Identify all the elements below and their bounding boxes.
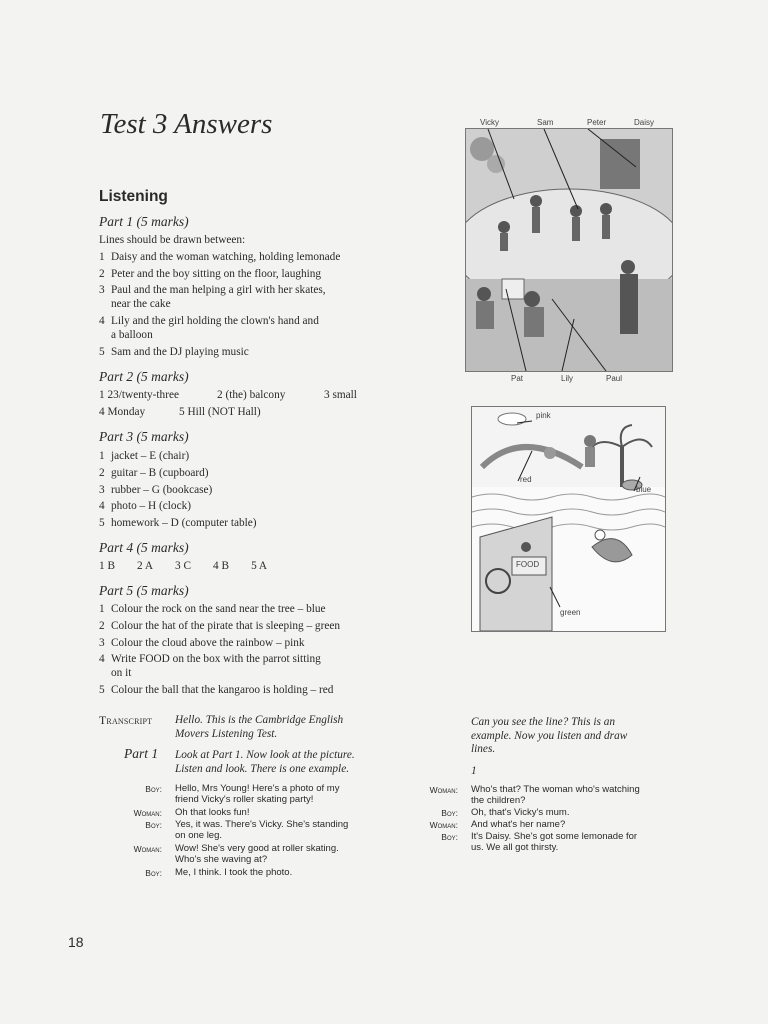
speech-text: Wow! She's very good at roller skating. Who's she waving at? <box>175 843 339 865</box>
speech-text: Oh that looks fun! <box>175 807 250 818</box>
colour-label-blue: blue <box>636 485 652 494</box>
answer-text: rubber – G (bookcase) <box>111 483 213 496</box>
answer-text: 3 C <box>175 560 192 572</box>
item-number: 1 <box>99 250 105 263</box>
answer-text: 3 small <box>324 389 357 401</box>
page-title: Test 3 Answers <box>100 108 273 140</box>
answer-text: 1 B <box>99 560 116 572</box>
picture-label-sam: Sam <box>537 118 554 127</box>
part-1-title: Part 1 (5 marks) <box>99 214 189 229</box>
item-number: 3 <box>99 636 105 649</box>
speaker-label: Boy: <box>441 832 458 842</box>
part-3-list <box>99 449 257 533</box>
item-number: 2 <box>99 466 105 479</box>
colour-label-green: green <box>560 608 581 617</box>
colour-label-red: red <box>520 475 532 484</box>
part-2-title: Part 2 (5 marks) <box>99 369 189 384</box>
speech-text: Who's that? The woman who's watching the children? <box>471 784 640 806</box>
speaker-label: Woman: <box>429 785 458 795</box>
item-number: 2 <box>99 267 105 280</box>
item-number: 5 <box>99 684 105 697</box>
item-number: 5 <box>99 517 105 530</box>
part-5-title: Part 5 (5 marks) <box>99 583 189 598</box>
answer-text: 5 A <box>251 560 268 572</box>
speech-text: Yes, it was. There's Vicky. She's standing on one leg. <box>175 819 349 841</box>
item-number: 2 <box>99 619 105 632</box>
transcript-part-intro: Look at Part 1. Now look at the picture. Listen and look. There is one example. <box>175 749 355 775</box>
item-number: 1 <box>99 450 105 462</box>
picture-label-vicky: Vicky <box>480 118 499 127</box>
item-number: 1 <box>99 603 105 615</box>
item-number: 4 <box>99 653 105 666</box>
item-number: 4 <box>99 315 105 328</box>
item-number: 3 <box>99 284 105 297</box>
speech-text: Hello, Mrs Young! Here's a photo of my friend Vicky's roller skating party! <box>175 783 340 805</box>
colour-label-pink: pink <box>536 411 551 420</box>
answer-text: Lily and the girl holding the clown's hand and a balloon <box>111 315 319 342</box>
item-number: 3 <box>99 483 105 496</box>
transcript-heading: Transcript <box>99 713 153 727</box>
answer-text: 5 Hill (NOT Hall) <box>179 405 261 418</box>
transcript-intro: Hello. This is the Cambridge English Movers Listening Test. <box>175 714 344 740</box>
part-3 <box>99 430 189 451</box>
picture-label-pat: Pat <box>511 374 524 383</box>
picture-label-peter: Peter <box>587 118 607 127</box>
speech-text: It's Daisy. She's got some lemonade for us. We all got thirsty. <box>471 831 638 853</box>
answer-text: Write FOOD on the box with the parrot sitting on it <box>111 653 321 680</box>
party-picture <box>465 128 673 372</box>
speech-text: And what's her name? <box>471 819 566 830</box>
speech-text: Me, I think. I took the photo. <box>175 867 293 878</box>
part-1-intro: Lines should be drawn between: <box>99 234 246 246</box>
party-illustration <box>466 129 672 371</box>
part-4-title: Part 4 (5 marks) <box>99 540 189 555</box>
answer-text: Peter and the boy sitting on the floor, laughing <box>111 267 322 280</box>
beach-illustration <box>472 407 665 631</box>
picture-label-lily: Lily <box>561 374 574 383</box>
speaker-label: Woman: <box>133 808 162 818</box>
answer-text: jacket – E (chair) <box>111 450 190 462</box>
part-2 <box>99 370 357 422</box>
speaker-label: Boy: <box>441 808 458 818</box>
answer-text: Paul and the man helping a girl with her skates, near the cake <box>111 284 326 311</box>
picture-label-paul: Paul <box>606 374 623 383</box>
answer-text: Colour the hat of the pirate that is sleeping – green <box>111 619 341 632</box>
transcript-question-number: 1 <box>471 765 477 777</box>
speaker-label: Boy: <box>145 820 162 830</box>
answer-text: Colour the rock on the sand near the tree – blue <box>111 603 326 615</box>
item-number: 4 <box>99 500 105 513</box>
picture-label-daisy: Daisy <box>634 118 655 127</box>
answer-text: 2 (the) balcony <box>217 389 286 401</box>
answer-text: 4 B <box>213 560 230 572</box>
part-5 <box>99 584 340 700</box>
box-label-food: FOOD <box>516 560 540 569</box>
speaker-label: Boy: <box>145 868 162 878</box>
beach-picture <box>471 406 666 632</box>
answer-text: Sam and the DJ playing music <box>111 345 249 358</box>
speaker-label: Woman: <box>133 844 162 854</box>
answer-text: Daisy and the woman watching, holding lemonade <box>111 250 341 263</box>
answer-text: 4 Monday <box>99 405 146 418</box>
answer-text: photo – H (clock) <box>111 500 191 513</box>
answer-text: Colour the cloud above the rainbow – pink <box>111 636 305 649</box>
part-3-title: Part 3 (5 marks) <box>99 429 189 444</box>
answer-text: guitar – B (cupboard) <box>111 466 209 479</box>
speaker-label: Boy: <box>145 784 162 794</box>
transcript-right-intro: Can you see the line? This is an example. Now you listen and draw lines. <box>471 716 628 755</box>
speaker-label: Woman: <box>429 820 458 830</box>
answer-text: 2 A <box>137 560 154 572</box>
transcript-part-label: Part 1 <box>124 746 159 761</box>
speech-text: Oh, that's Vicky's mum. <box>471 807 570 818</box>
answer-text: Colour the ball that the kangaroo is holding – red <box>111 684 334 697</box>
part-1 <box>99 215 340 362</box>
part-4 <box>99 541 289 576</box>
answer-text: 1 23/twenty-three <box>99 389 179 401</box>
item-number: 5 <box>99 345 105 358</box>
page-number: 18 <box>68 934 84 950</box>
section-title: Listening <box>99 188 168 205</box>
answer-text: homework – D (computer table) <box>111 517 257 530</box>
